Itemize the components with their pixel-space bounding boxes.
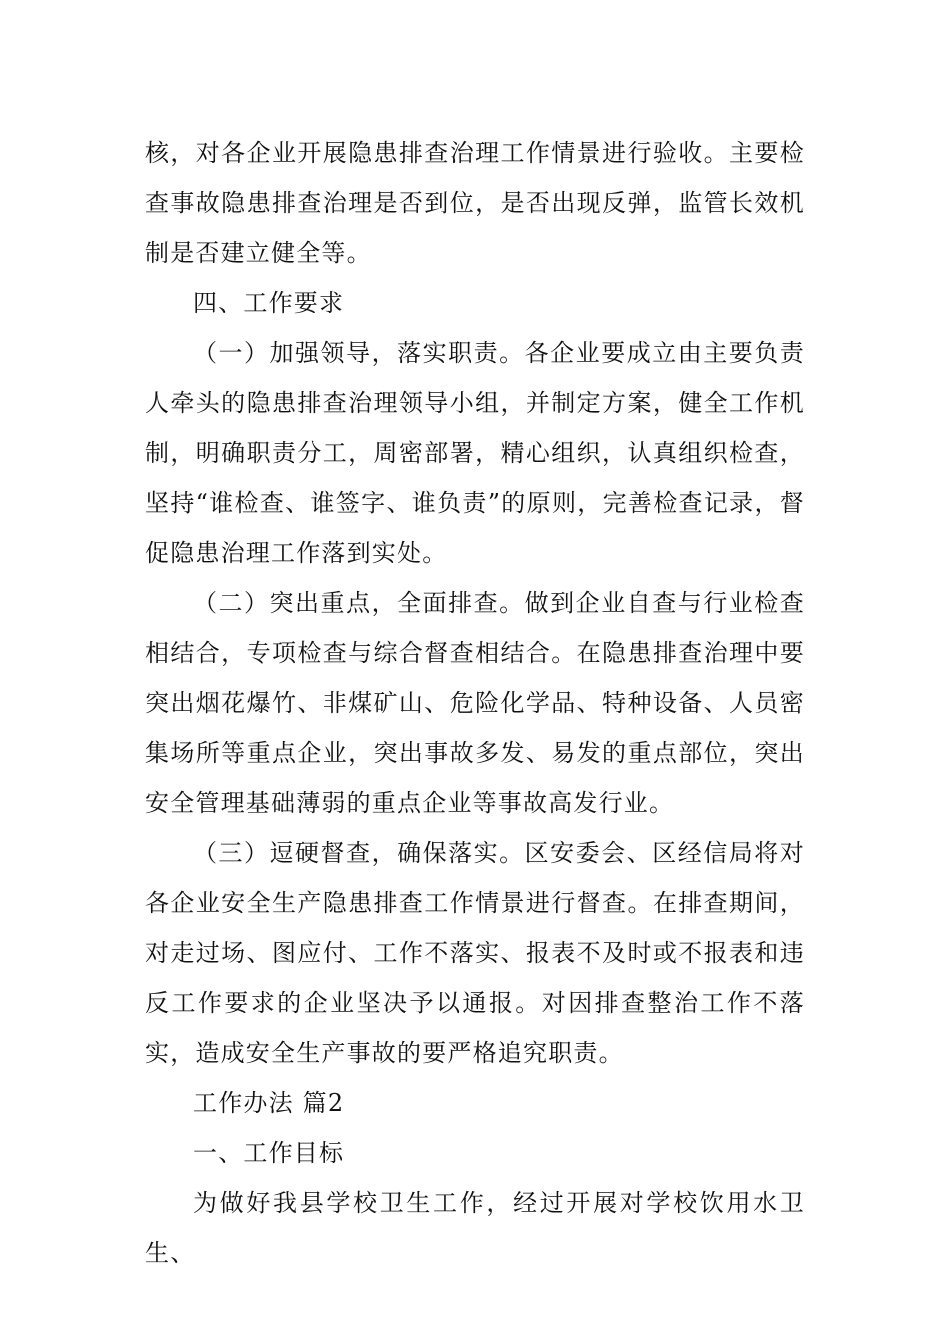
section-heading-work-requirements: 四、工作要求 <box>193 289 345 317</box>
paragraph-requirement-2: （二）突出重点，全面排查。做到企业自查与行业检查相结合，专项检查与综合督查相结合。在隐患排查治理中要突出烟花爆竹、非煤矿山、危险化学品、特种设备、人员密集场所等重点企业，突出事故多发、易发的重点部位，突出安全管理基础薄弱的重点企业等事故高发行业。 <box>145 589 805 817</box>
section-heading-work-goals: 一、工作目标 <box>193 1139 345 1167</box>
chapter-title-part-2: 工作办法 篇2 <box>193 1089 345 1117</box>
document-body <box>145 128 805 1278</box>
paragraph-requirement-3: （三）逗硬督查，确保落实。区安委会、区经信局将对各企业安全生产隐患排查工作情景进行督查。在排查期间，对走过场、图应付、工作不落实、报表不及时或不报表和违反工作要求的企业坚决予以通报。对因排查整治工作不落实，造成安全生产事故的要严格追究职责。 <box>145 839 805 1067</box>
paragraph-continuation: 核，对各企业开展隐患排查治理工作情景进行验收。主要检查事故隐患排查治理是否到位，是否出现反弹，监管长效机制是否建立健全等。 <box>145 139 805 267</box>
paragraph-goals-intro: 为做好我县学校卫生工作，经过开展对学校饮用水卫生、 <box>145 1189 805 1267</box>
paragraph-requirement-1: （一）加强领导，落实职责。各企业要成立由主要负责人牵头的隐患排查治理领导小组，并制定方案，健全工作机制，明确职责分工，周密部署，精心组织，认真组织检查，坚持“谁检查、谁签字、谁负责”的原则，完善检查记录，督促隐患治理工作落到实处。 <box>145 339 805 567</box>
